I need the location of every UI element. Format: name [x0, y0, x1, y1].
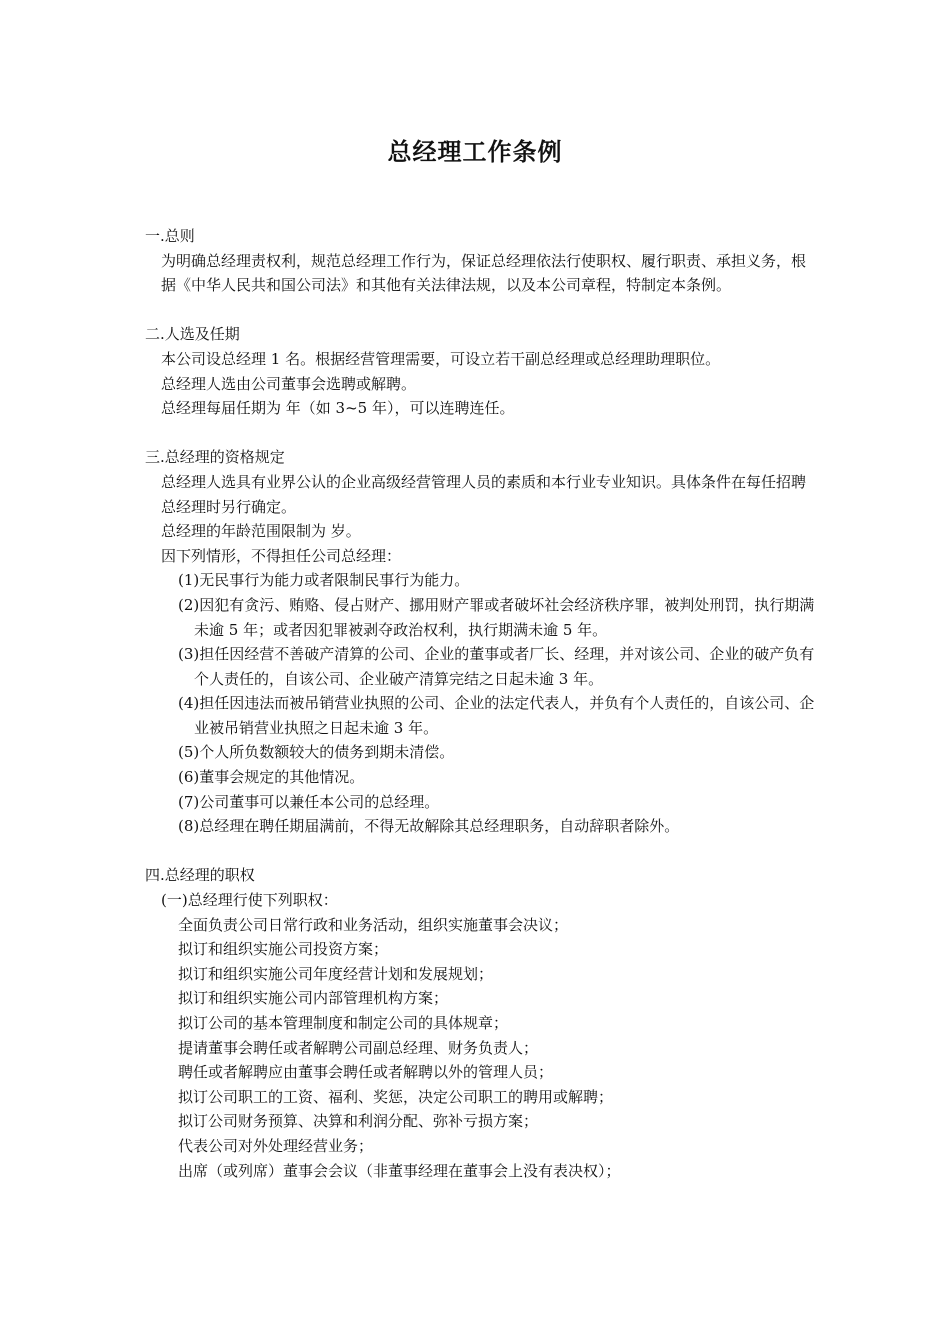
list-item: 提请董事会聘任或者解聘公司副总经理、财务负责人；	[178, 1038, 539, 1057]
section-heading: 三.总经理的资格规定	[145, 448, 285, 467]
list-item: 全面负责公司日常行政和业务活动，组织实施董事会决议；	[178, 915, 569, 934]
list-item: (3)担任因经营不善破产清算的公司、企业的董事或者厂长、经理，并对该公司、企业的破产负有个人责任的，自该公司、企业破产清算完结之日起未逾 3 年。	[178, 645, 815, 688]
section-qualifications	[145, 445, 815, 839]
section-heading: 四.总经理的职权	[145, 866, 255, 885]
paragraph: 本公司设总经理 1 名。根据经营管理需要，可设立若干副总经理或总经理助理职位。	[161, 349, 721, 368]
list-item: (7)公司董事可以兼任本公司的总经理。	[178, 792, 440, 811]
list-item: 拟订公司的基本管理制度和制定公司的具体规章；	[178, 1014, 509, 1032]
section-heading: 一.总则	[145, 227, 195, 245]
document-title: 总经理工作条例	[387, 137, 563, 166]
paragraph: 为明确总经理责权利，规范总经理工作行为，保证总经理依法行使职权、履行职责、承担义务，根据《中华人民共和国公司法》和其他有关法律法规，以及本公司章程，特制定本条例。	[161, 251, 807, 295]
paragraph: 总经理每届任期为 年（如 3~5 年），可以连聘连任。	[161, 399, 515, 418]
section-general	[145, 224, 815, 298]
list-item: (2)因犯有贪污、贿赂、侵占财产、挪用财产罪或者破坏社会经济秩序罪，被判处刑罚，执行期满未逾 5 年；或者因犯罪被剥夺政治权利，执行期满未逾 5 年。	[178, 595, 815, 639]
subsection-heading: (一)总经理行使下列职权：	[161, 891, 338, 910]
document-body	[145, 224, 815, 1183]
list-item: (6)董事会规定的其他情况。	[178, 768, 365, 787]
list-item: (8)总经理在聘任期届满前，不得无故解除其总经理职务，自动辞职者除外。	[178, 817, 680, 836]
list-item: 拟订公司财务预算、决算和利润分配、弥补亏损方案；	[178, 1112, 539, 1131]
list-item: 拟订和组织实施公司年度经营计划和发展规划；	[178, 964, 494, 983]
list-item: 代表公司对外处理经营业务；	[178, 1136, 374, 1155]
list-item: (4)担任因违法而被吊销营业执照的公司、企业的法定代表人，并负有个人责任的，自该公司、企业被吊销营业执照之日起未逾 3 年。	[178, 694, 815, 737]
list-item: 拟订和组织实施公司内部管理机构方案；	[178, 989, 449, 1008]
paragraph: 总经理的年龄范围限制为 岁。	[161, 522, 361, 541]
list-item: 聘任或者解聘应由董事会聘任或者解聘以外的管理人员；	[178, 1063, 554, 1082]
section-heading: 二.人选及任期	[145, 325, 240, 344]
list-item: 拟订公司职工的工资、福利、奖惩，决定公司职工的聘用或解聘；	[178, 1087, 614, 1106]
section-powers	[145, 863, 815, 1183]
list-item: (1)无民事行为能力或者限制民事行为能力。	[178, 571, 470, 590]
list-item: 出席（或列席）董事会会议（非董事经理在董事会上没有表决权）；	[178, 1161, 621, 1180]
paragraph: 总经理人选具有业界公认的企业高级经营管理人员的素质和本行业专业知识。具体条件在每任招聘总经理时另行确定。	[161, 472, 807, 516]
paragraph: 因下列情形，不得担任公司总经理：	[161, 546, 402, 565]
list-item: (5)个人所负数额较大的债务到期未清偿。	[178, 743, 455, 762]
paragraph: 总经理人选由公司董事会选聘或解聘。	[161, 374, 417, 393]
list-item: 拟订和组织实施公司投资方案；	[178, 940, 389, 959]
section-appointment	[145, 322, 815, 420]
